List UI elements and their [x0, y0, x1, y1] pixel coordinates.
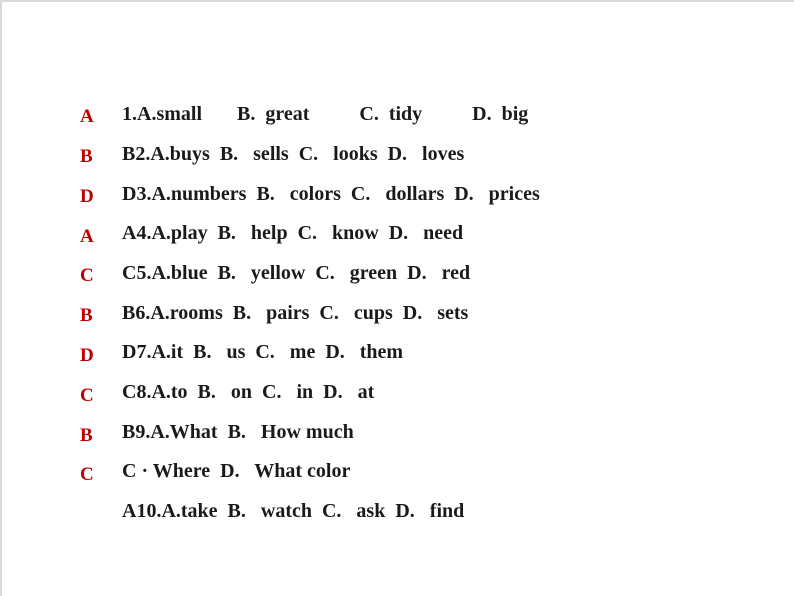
question-line-1: 1.A.small B. great C. tidy D. big [122, 103, 529, 125]
question-line-4: A4.A.play B. help C. know D. need [122, 222, 464, 244]
answer-9: B [80, 425, 93, 446]
answer-7: D [80, 345, 94, 366]
question-line-2: B2.A.buys B. sells C. looks D. loves [122, 143, 465, 165]
answer-2: B [80, 146, 93, 167]
answer-1: A [80, 106, 94, 127]
question-line-8: C8.A.to B. on C. in D. at [122, 381, 375, 403]
question-line-7: D7.A.it B. us C. me D. them [122, 341, 404, 363]
question-line-5: C5.A.blue B. yellow C. green D. red [122, 262, 471, 284]
question-line-9: B9.A.What B. How much [122, 421, 354, 443]
answer-8: C [80, 385, 94, 406]
question-line-3: D3.A.numbers B. colors C. dollars D. prices [122, 183, 540, 205]
answer-6: B [80, 305, 93, 326]
answer-4: A [80, 226, 94, 247]
question-line-10: C · Where D. What color [122, 460, 351, 482]
answer-10: C [80, 464, 94, 485]
slide-border-left [0, 0, 2, 596]
answer-3: D [80, 186, 94, 207]
slide-border-top [0, 0, 794, 2]
question-line-6: B6.A.rooms B. pairs C. cups D. sets [122, 302, 469, 324]
answer-5: C [80, 265, 94, 286]
question-line-11: A10.A.take B. watch C. ask D. find [122, 500, 465, 522]
